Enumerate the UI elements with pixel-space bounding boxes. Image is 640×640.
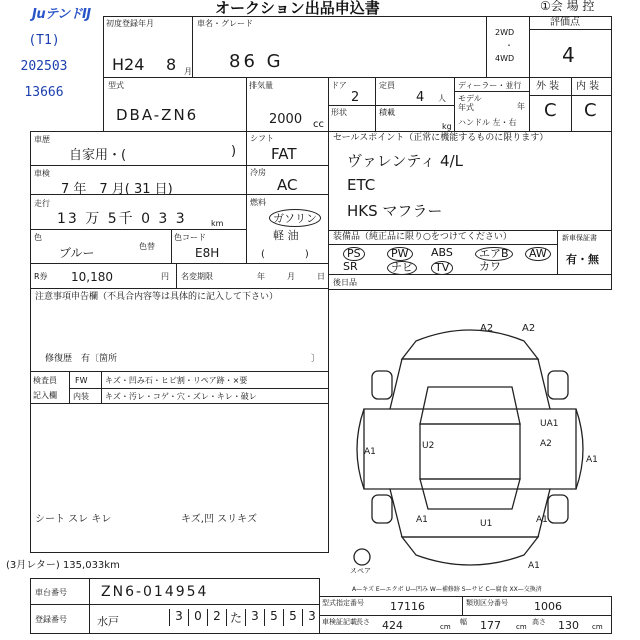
diagram-trunk [390, 489, 550, 537]
grade-label: 評価点 [550, 17, 580, 28]
fuel-paren: ( ) [261, 249, 309, 260]
dmg-mark-ua1: UA1 [540, 419, 559, 429]
recycle-cell [30, 263, 177, 289]
dmg-mark-u1: U1 [480, 519, 493, 529]
dmg-mark-a2-3: A2 [540, 439, 552, 449]
warranty-cell [557, 230, 612, 275]
chassis-cell [30, 578, 320, 605]
aircon-value: AC [277, 176, 298, 194]
dmg-mark-a1-rear-left: A1 [416, 515, 428, 525]
type-num: 17116 [390, 600, 425, 613]
equip-tv: TV [431, 261, 453, 275]
spare-label: スペア [350, 567, 371, 575]
diagram-right-profile [576, 409, 583, 489]
interior-items: キズ・汚レ・コゲ・穴・ズレ・キレ・破レ [105, 392, 257, 401]
plate-place: 水戸 [97, 615, 119, 628]
lot-code-3: 13666 [24, 85, 64, 100]
dmg-mark-a2-1: A2 [480, 323, 494, 334]
plate-digit: 3 [302, 609, 321, 626]
grade-value: 4 [562, 43, 575, 67]
fw-items: キズ・凹み石・ヒビ割・リペア跡・×要 [105, 376, 248, 385]
after-items-cell [328, 274, 612, 290]
equip-pw: PW [387, 247, 413, 261]
fuel-label: 燃料 [250, 198, 266, 207]
mileage-cell [30, 194, 247, 230]
repair-history: 修復歴 有〔箇所 [45, 354, 118, 364]
notes-label: 注意事項申告欄（不具合内容等は具体的に記入して下さい） [35, 292, 279, 302]
model-year-label: モデル年式 [458, 94, 482, 112]
int-label: 内 装 [576, 81, 600, 92]
lot-code-1: (T1) [28, 33, 60, 48]
color-label: 色 [34, 233, 42, 242]
model-cell [192, 16, 487, 78]
mileage-label: 走行 [34, 199, 50, 208]
notes-cell [30, 288, 329, 372]
footnote: (3月レター) 135,033km [6, 560, 120, 571]
plate-digit: 3 [169, 609, 188, 626]
ext-int-cell [529, 77, 612, 132]
diagram-front-bumper [402, 330, 538, 359]
width-label: 幅 [460, 618, 467, 626]
diagram-wheel-rr [548, 495, 568, 523]
spec-cell [319, 596, 612, 634]
doors-value: 2 [351, 90, 360, 105]
name-change-cell [176, 263, 329, 289]
dmg-mark-a1-bottom: A1 [528, 561, 540, 571]
plate-cell [30, 604, 320, 634]
class-num-label: 類別区分番号 [466, 599, 508, 607]
first-reg-label: 初度登録年月 [106, 19, 154, 28]
km-unit: km [211, 219, 224, 228]
displacement-cell [246, 77, 329, 132]
after-items-label: 後日品 [333, 278, 357, 287]
displacement-label: 排気量 [249, 81, 273, 90]
inspector-note-2: キズ,凹 スリキズ [181, 514, 257, 525]
inspector-notes-cell [30, 403, 329, 553]
load-label: 積載 [379, 108, 395, 117]
length-label: 車検証記載 [322, 618, 357, 626]
height-cm: cm [592, 623, 603, 631]
plate-digit: 5 [264, 609, 283, 626]
type-num-label: 型式指定番号 [322, 599, 364, 607]
capacity-value: 4 [416, 90, 425, 105]
type-label: 型式 [108, 81, 124, 90]
drive-cell [486, 16, 530, 78]
load-unit: kg [442, 122, 452, 131]
diagram-rear-window [420, 479, 520, 509]
dmg-mark-a2-2: A2 [522, 323, 536, 334]
plate-digits [169, 609, 321, 626]
drive-4wd: 4WD [495, 54, 515, 63]
fuel-value: ガソリン [269, 209, 321, 227]
car-diagram-area [328, 289, 612, 594]
damage-legend: A—キズ E—エクボ U—凹み W—補修跡 S—サビ C—腐食 XX—交換済 [352, 586, 542, 593]
diagram-wheel-rl [372, 495, 392, 523]
equip-navi: ナビ [387, 261, 417, 275]
type-value: DBA-ZN6 [116, 106, 199, 124]
transmission-label: シフト [250, 134, 274, 143]
displacement-value: 2000 [269, 112, 303, 127]
cc-unit: cc [313, 119, 324, 130]
equip-ps: PS [343, 247, 365, 261]
aircon-label: 冷房 [250, 168, 266, 177]
history-label: 車歴 [34, 135, 50, 144]
warranty-label: 新車保証書 [562, 234, 597, 242]
nc-month: 月 [287, 272, 295, 281]
diagram-windshield [420, 387, 520, 424]
diagram-roof [420, 424, 520, 479]
class-num: 1006 [534, 600, 562, 613]
height-value: 130 [558, 619, 579, 632]
transmission-cell [246, 131, 329, 166]
equip-leather: カワ [479, 260, 501, 273]
interior-label: 内装 [73, 392, 89, 401]
diagram-hood [390, 359, 550, 409]
shape-label: 形状 [331, 108, 347, 117]
capacity-cell [375, 77, 455, 132]
width-value: 177 [480, 619, 501, 632]
drive-2wd: 2WD [495, 28, 515, 37]
capacity-label: 定員 [379, 81, 395, 90]
fuel-cell [246, 194, 329, 264]
inspection-cell [30, 165, 247, 195]
diagram-spare-tire [354, 549, 370, 565]
length-cm: cm [440, 623, 451, 631]
history-value: 自家用・( [69, 148, 127, 163]
dmg-mark-a1-left: A1 [364, 447, 376, 457]
plate-digit: 5 [283, 609, 302, 626]
equip-abs: ABS [431, 246, 453, 259]
sales-point-line-1: ヴァレンティ 4/L [347, 152, 463, 170]
sales-point-line-2: ETC [347, 176, 376, 194]
copy-label: ①会 場 控 [540, 0, 595, 13]
jutendo-logo: JuテンドIJ [32, 7, 91, 22]
diagram-wheel-fr [548, 371, 568, 399]
dmg-mark-a1-rear-right: A1 [536, 515, 548, 525]
diagram-wheel-fl [372, 371, 392, 399]
sales-point-line-3: HKS マフラー [347, 202, 443, 220]
ext-grade: C [544, 100, 557, 121]
capacity-unit: 人 [438, 94, 446, 103]
transmission-value: FAT [271, 145, 297, 163]
plate-digit: 2 [207, 609, 226, 626]
model-label: 車名・グレード [197, 19, 253, 28]
diagram-left-profile [357, 409, 364, 489]
first-registration-cell [103, 16, 193, 78]
plate-digit: 0 [188, 609, 207, 626]
sales-point-cell [328, 131, 612, 231]
yen-unit: 円 [161, 272, 169, 281]
history-cell [30, 131, 247, 166]
doors-label: ドア [331, 81, 347, 90]
drive-dot: ・ [505, 41, 513, 50]
dealer-label: ディーラー・並行 [458, 81, 522, 90]
equipment-label: 装備品（純正品に限り○をつけてください） [333, 232, 512, 242]
grade-cell [529, 16, 612, 78]
fw-label: FW [75, 376, 88, 385]
height-label: 高さ [532, 618, 546, 626]
inspection-value: 7 年 7 月( 31 日) [61, 182, 173, 197]
nc-year: 年 [257, 272, 265, 281]
lot-code-block [5, 28, 83, 106]
recycle-value: 10,180 [71, 270, 113, 284]
year-unit: 年 [517, 102, 525, 111]
dmg-mark-u2: U2 [422, 441, 435, 451]
fuel-option: 軽 油 [273, 229, 299, 242]
inspector-cell [30, 371, 329, 404]
color-code: E8H [195, 246, 220, 260]
lot-code-2: 202503 [20, 59, 68, 74]
month-unit: 月 [184, 67, 192, 76]
equip-aw: AW [525, 247, 551, 261]
equipment-cell [328, 230, 558, 275]
equip-sr: SR [343, 260, 358, 273]
type-cell [103, 77, 247, 132]
chassis-value: ZN6-014954 [101, 584, 209, 600]
aircon-cell [246, 165, 329, 195]
dealer-cell [454, 77, 530, 132]
nc-day: 日 [317, 272, 325, 281]
recycle-label: R券 [34, 272, 48, 281]
plate-digit: 3 [245, 609, 264, 626]
inspector-note-1: シート スレ キレ [35, 514, 112, 525]
name-change-label: 名変期限 [181, 272, 213, 281]
int-grade: C [584, 100, 597, 121]
equip-airbag: エアB [475, 247, 513, 261]
history-close: ) [231, 144, 237, 159]
inspector-label-1: 検査員 [33, 376, 57, 385]
form-title: オークション出品申込書 [215, 0, 380, 17]
plate-label: 登録番号 [35, 615, 67, 624]
model-value: 86 G [229, 51, 284, 72]
doors-cell [328, 77, 376, 132]
first-reg-month: 8 [166, 55, 177, 74]
inspector-label-2: 記入欄 [33, 391, 57, 400]
width-cm: cm [516, 623, 527, 631]
length-value: 424 [382, 619, 403, 632]
color-value: ブルー [59, 246, 95, 260]
ext-label: 外 装 [536, 81, 560, 92]
sales-point-label: セールスポイント（正常に機能するものに限ります） [333, 133, 549, 143]
inspection-label: 車検 [34, 169, 50, 178]
color-change-label: 色替 [139, 242, 155, 251]
dmg-mark-a1-right: A1 [586, 455, 598, 465]
diagram-rear-bumper [402, 537, 538, 565]
first-reg-era: H24 [112, 55, 145, 74]
warranty-value: 有・無 [566, 253, 599, 266]
car-diagram [328, 289, 612, 579]
color-cell [30, 229, 247, 264]
color-code-label: 色コード [174, 233, 206, 242]
repair-close: 〕 [311, 354, 321, 364]
mileage-value: 13 万 5千 0 3 3 [57, 211, 187, 227]
chassis-label: 車台番号 [35, 588, 67, 597]
handle-label: ハンドル 左・右 [458, 118, 517, 127]
length-sub: 長さ [356, 618, 370, 626]
plate-digit: た [226, 609, 245, 626]
